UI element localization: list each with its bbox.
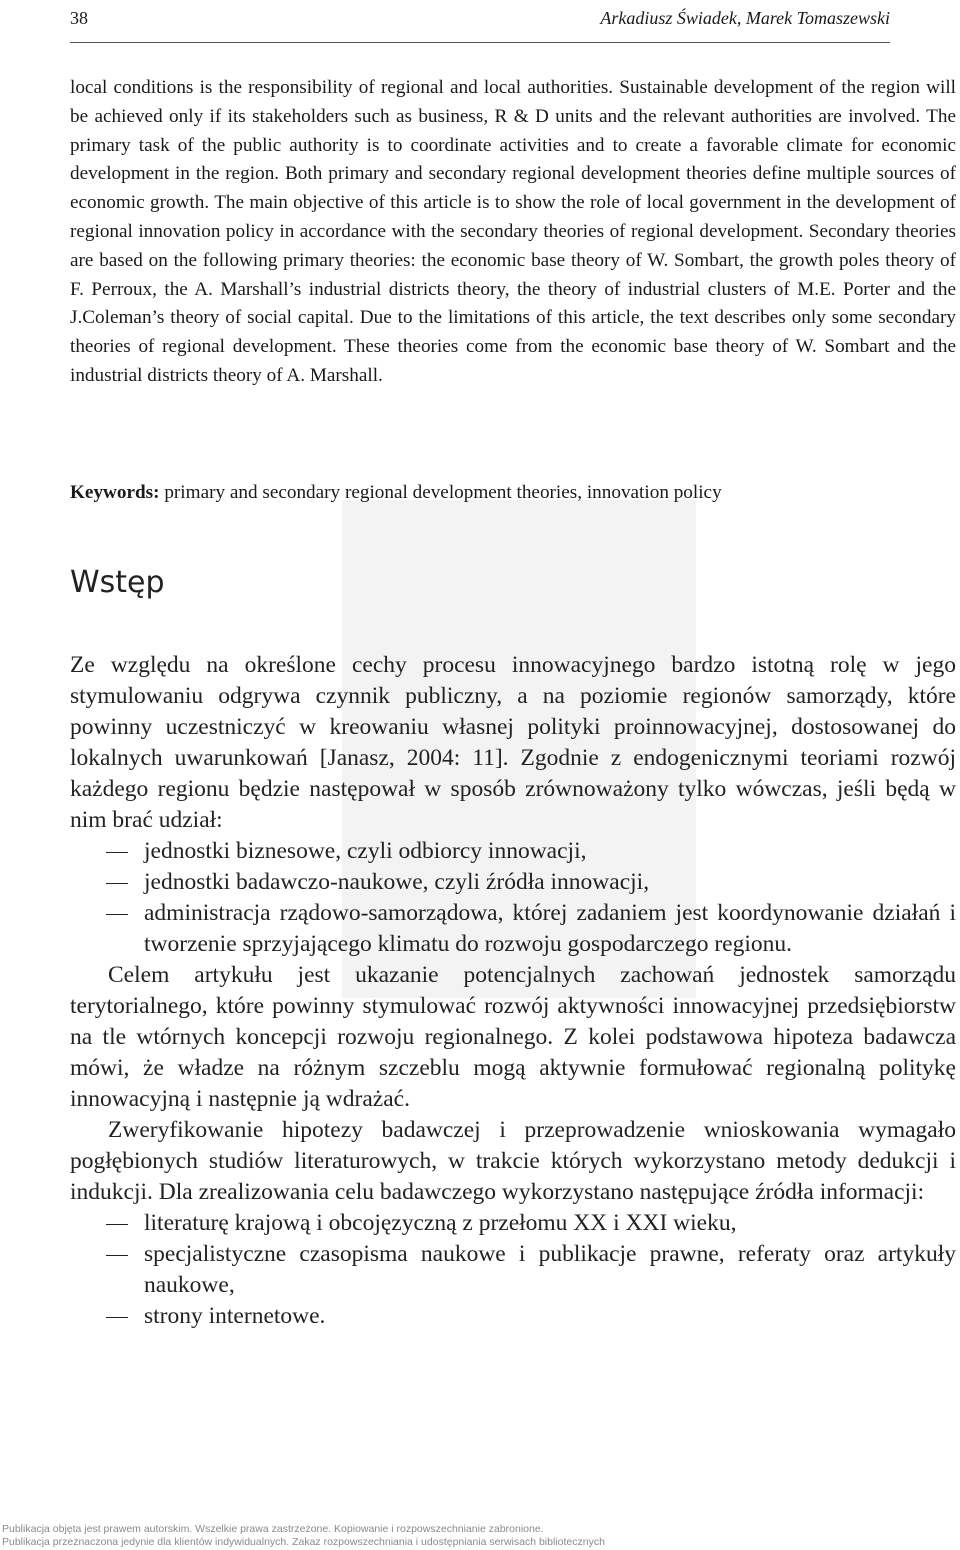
list-item: jednostki badawczo-naukowe, czyli źródła innowacji,	[70, 867, 956, 898]
copyright-footer	[2, 1523, 605, 1549]
body-text	[70, 650, 956, 1332]
keywords-label: Keywords:	[70, 482, 160, 503]
paragraph-intro: Ze względu na określone cechy procesu innowacyjnego bardzo istotną rolę w jego stymulowaniu odgrywa czynnik publiczny, a na poziomie regionów samorządy, które powinny uczestniczyć w kreowaniu własnej polityki proinnowacyjnej, dostosowanej do lokalnych uwarunkowań [Janasz, 2004: 11]. Zgodnie z endogenicznymi teoriami rozwój każdego regionu będzie następował w sposób zrównoważony tylko wówczas, jeśli będą w nim brać udział:	[70, 652, 956, 833]
running-header-authors: Arkadiusz Świadek, Marek Tomaszewski	[600, 8, 890, 28]
list-item: specjalistyczne czasopisma naukowe i publikacje prawne, referaty oraz artykuły naukowe,	[70, 1239, 956, 1301]
header-rule	[70, 42, 890, 43]
list-item: strony internetowe.	[70, 1301, 956, 1332]
keywords	[70, 479, 956, 507]
sources-list	[70, 1208, 956, 1332]
keywords-text: primary and secondary regional development theories, innovation policy	[159, 482, 722, 503]
paragraph-aim: Celem artykułu jest ukazanie potencjalnych zachowań jednostek samorządu terytorialnego, które powinny stymulować rozwój aktywności innowacyjnej przedsiębiorstw na tle wtórnych koncepcji rozwoju regionalnego. Z kolei podstawowa hipoteza badawcza mówi, że władze na różnym szczeblu mogą aktywnie formułować regionalną politykę innowacyjną i następnie ją wdrażać.	[70, 962, 956, 1112]
list-item: literaturę krajową i obcojęzyczną z przełomu XX i XXI wieku,	[70, 1208, 956, 1239]
section-heading: Wstęp	[70, 565, 165, 600]
stakeholder-list	[70, 836, 956, 960]
list-item: jednostki biznesowe, czyli odbiorcy innowacji,	[70, 836, 956, 867]
page-number: 38	[70, 8, 88, 28]
running-header	[70, 4, 890, 34]
footer-line: Publikacja objęta jest prawem autorskim. Wszelkie prawa zastrzeżone. Kopiowanie i rozpowszechnianie zabronione.	[2, 1523, 544, 1535]
abstract-text: local conditions is the responsibility of regional and local authorities. Sustainable development of the region will be achieved only if its stakeholders such as business, R & D units and the relevant authorities are involved. The primary task of the public authority is to coordinate activities and to create a favorable climate for economic development in the region. Both primary and secondary regional development theories define multiple sources of economic growth. The main objective of this article is to show the role of local government in the development of regional innovation policy in accordance with the secondary theories of regional development. Secondary theories are based on the following primary theories: the economic base theory of W. Sombart, the growth poles theory of F. Perroux, the A. Marshall’s industrial districts theory, the theory of industrial clusters of M.E. Porter and the J.Coleman’s theory of social capital. Due to the limitations of this article, the text describes only some secondary theories of regional development. These theories come from the economic base theory of W. Sombart and the industrial districts theory of A. Marshall.	[70, 77, 956, 386]
list-item: administracja rządowo-samorządowa, której zadaniem jest koordynowanie działań i tworzenie sprzyjającego klimatu do rozwoju gospodarczego regionu.	[70, 898, 956, 960]
paragraph-method: Zweryfikowanie hipotezy badawczej i przeprowadzenie wnioskowania wymagało pogłębionych studiów literaturowych, w trakcie których wykorzystano metody dedukcji i indukcji. Dla zrealizowania celu badawczego wykorzystano następujące źródła informacji:	[70, 1117, 956, 1205]
footer-line: Publikacja przeznaczona jedynie dla klientów indywidualnych. Zakaz rozpowszechniania i udostępniania serwisach bibliotecznych	[2, 1536, 605, 1548]
